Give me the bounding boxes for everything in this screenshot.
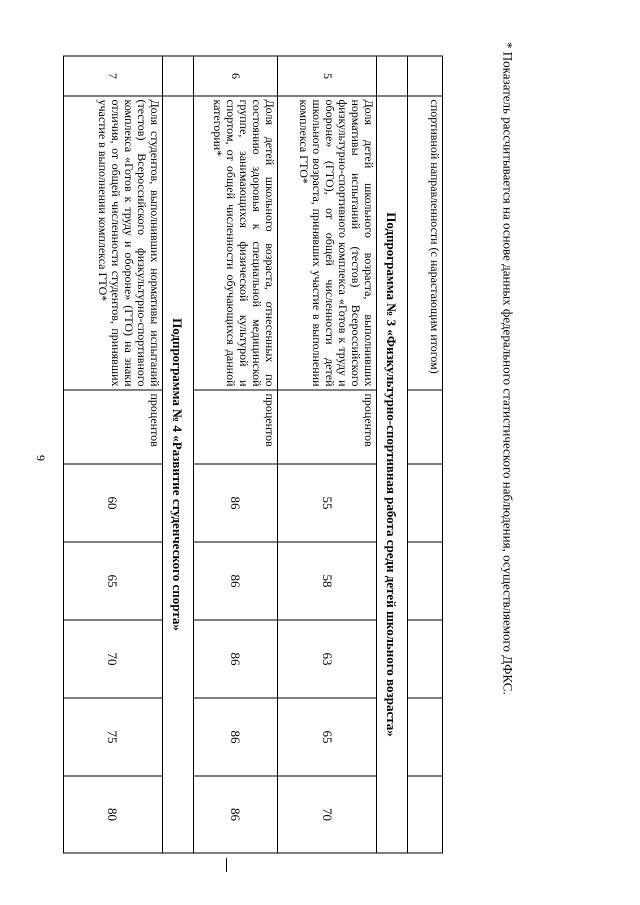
table-cell [407, 464, 442, 542]
divider-mark [226, 858, 227, 872]
row-description: Доля студентов, выполнивших нормативы испытаний (тестов) Всероссийского физкультурно-спортивного комплекса «Готов к труду и обороне» (ГТО) на знаки отличия, от общей численности студентов, принявших участие в выполнении комплекса ГТО* [64, 96, 163, 390]
row-value: 58 [278, 542, 377, 620]
subprogram-3-title: Подпрограмма № 3 «Физкультурно-спортивная работа среди детей школьного возраста» [377, 96, 408, 853]
row-value: 86 [193, 698, 278, 776]
subprogram-4-row [162, 56, 193, 853]
subprogram-4-title: Подпрограмма № 4 «Развитие студенческого спорта» [162, 96, 193, 853]
table-cell [377, 56, 408, 96]
table-cell [407, 390, 442, 464]
row-number: 5 [278, 56, 377, 96]
row-number: 7 [64, 56, 163, 96]
row-value: 86 [193, 776, 278, 853]
table-cell [407, 56, 442, 96]
row-value: 86 [193, 620, 278, 698]
table-row-top [407, 56, 442, 853]
table-cell [407, 698, 442, 776]
row-unit: процентов [64, 390, 163, 464]
row-value: 65 [64, 542, 163, 620]
table-row [64, 56, 163, 853]
indicator-table-rotated [63, 55, 443, 852]
table-cell [407, 620, 442, 698]
row-value: 70 [64, 620, 163, 698]
subprogram-3-row [377, 56, 408, 853]
row-value: 63 [278, 620, 377, 698]
row-value: 86 [193, 464, 278, 542]
row-value: 86 [193, 542, 278, 620]
table-cell [407, 542, 442, 620]
row-value: 55 [278, 464, 377, 542]
row-unit: процентов [193, 390, 278, 464]
page-number: 9 [34, 455, 48, 461]
row-value: 75 [64, 698, 163, 776]
table-cell [407, 776, 442, 853]
row-value: 80 [64, 776, 163, 853]
row-description: Доля детей школьного возраста, выполнивших нормативы испытаний (тестов) Всероссийского физкультурно-спортивного комплекса «Готов к труду и обороне» (ГТО), от общей численности детей школьного возраста, принявших участие в выполнении комплекса ГТО* [278, 96, 377, 390]
table-row [193, 56, 278, 853]
indicator-table [63, 55, 443, 853]
indicator-table-wrapper [63, 55, 443, 852]
table-cell [162, 56, 193, 96]
row-unit: процентов [278, 390, 377, 464]
row-number: 6 [193, 56, 278, 96]
top-row-text: спортивной направленности (с нарастающим итогом) [407, 96, 442, 390]
row-value: 65 [278, 698, 377, 776]
row-value: 70 [278, 776, 377, 853]
table-row [278, 56, 377, 853]
row-value: 60 [64, 464, 163, 542]
footnote: * Показатель рассчитывается на основе данных федерального статистического наблюдения, осуществляемого ДФКС. [500, 42, 516, 695]
row-description: Доля детей школьного возраста, отнесенных по состоянию здоровья к специальной медицинской группе, занимающихся физической культурой и спортом, от общей численности обучающихся данной категории* [193, 96, 278, 390]
